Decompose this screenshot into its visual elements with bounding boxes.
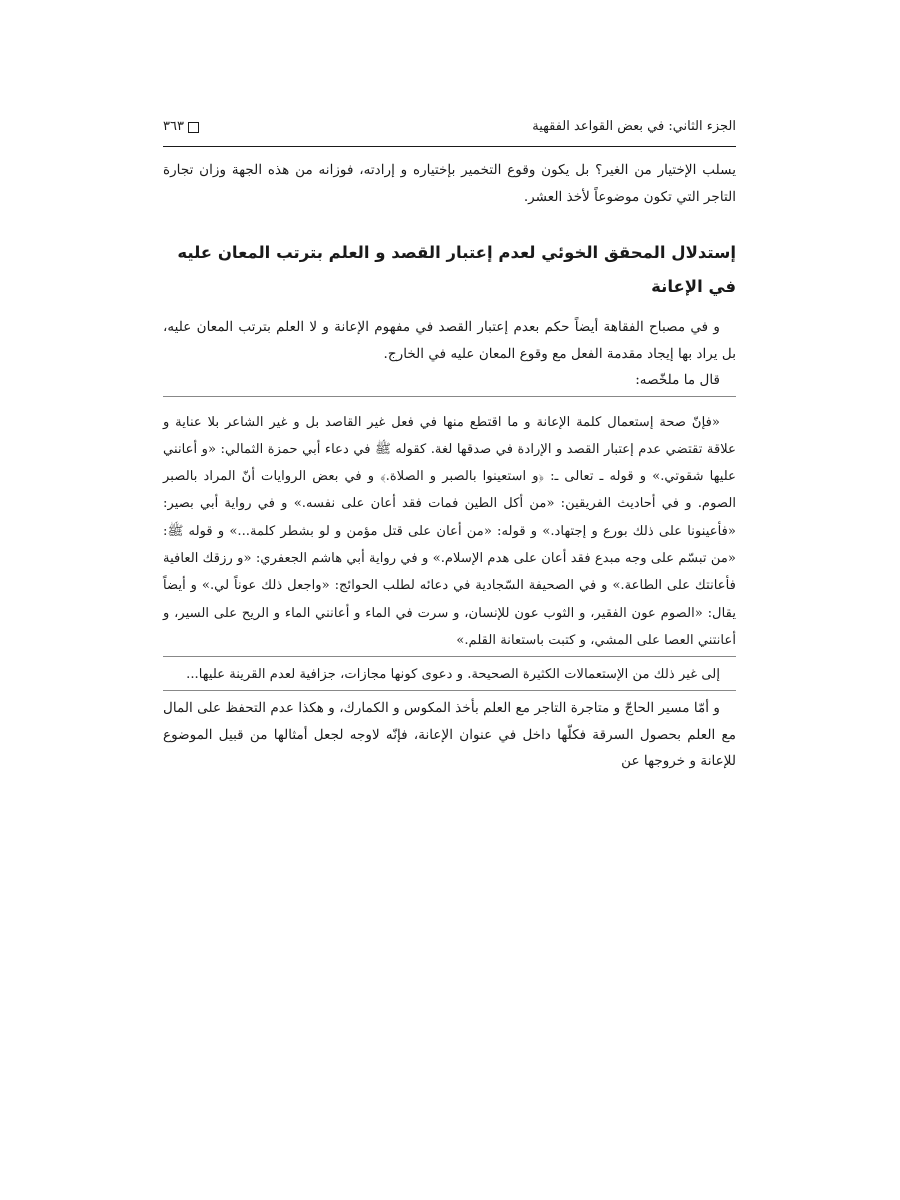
after-quote-block <box>163 661 736 688</box>
book-page <box>163 112 736 775</box>
quotation-paragraph: «فإنّ صحة إستعمال كلمة الإعانة و ما اقتطع منها في فعل غير القاصد بل و غير الشاعر بلا عناية و علاقة تقتضي عدم إعتبار القصد و الإرادة في صدقها لغة. كقوله ﷺ في دعاء أبي حمزة الثمالي: «و أعانني عليها شقوتي.» و قوله ـ تعالى ـ: ﴿و استعينوا بالصبر و الصلاة.﴾ و في بعض الروايات أنّ المراد بالصبر الصوم. و في أحاديث الفريقين: «من أكل الطين فمات فقد أعان على نفسه.» و في رواية أبي بصير: «فأعينونا على ذلك بورع و إجتهاد.» و قوله: «من أعان على قتل مؤمن و لو بشطر كلمة...» و قوله ﷺ: «من تبسّم على وجه مبدع فقد أعان على هدم الإسلام.» و في رواية أبي هاشم الجعفري: «و رزقك العافية فأعانتك على الطاعة.» و في الصحيفة السّجادية في دعائه لطلب الحوائج: «واجعل ذلك عوناً لي.» و أيضاً يقال: «الصوم عون الفقير، و الثوب عون للإنسان، و سرت في الماء و أعانني الماء و الريح على السير، و أعانتني العصا على المشي، و كتبت باستعانة القلم.» <box>163 414 736 648</box>
after-quote-paragraph: إلى غير ذلك من الإستعمالات الكثيرة الصحيحة. و دعوى كونها مجازات، جزافية لعدم القرينة عليها... <box>186 667 720 683</box>
quotation-block <box>163 409 736 655</box>
quote-divider <box>163 396 736 397</box>
square-ornament-icon <box>188 122 199 133</box>
quote-end-divider <box>163 656 736 657</box>
header-page-number <box>163 112 199 142</box>
lead-paragraph: يسلب الإختيار من الغير؟ بل يكون وقوع التخمير بإختياره و إرادته، فوزانه من هذه الجهة وزان تجارة التاجر التي تكون موضوعاً لأخذ العشر. <box>163 162 736 205</box>
intro-paragraph: و في مصباح الفقاهة أيضاً حكم بعدم إعتبار القصد في مفهوم الإعانة و لا العلم بترتب المعان عليه، بل يراد بها إيجاد مقدمة الفعل مع وقوع المعان عليه في الخارج. <box>163 319 736 362</box>
final-paragraph: و أمّا مسير الحاجّ و متاجرة التاجر مع العلم بأخذ المكوس و الكمارك، و هكذا عدم التحفظ على المال مع العلم بحصول السرقة فكلّها داخل في عنوان الإعانة، فإنّه لاوجه لجعل أمثالها من قبيل الموضوع للإعانة و خروجها عن <box>163 700 736 770</box>
header-title: الجزء الثاني: في بعض القواعد الفقهية <box>532 119 736 134</box>
section-heading: إستدلال المحقق الخوئي لعدم إعتبار القصد و العلم بترتب المعان عليه في الإعانة <box>177 243 736 296</box>
running-header <box>163 112 736 142</box>
header-rule <box>163 146 736 147</box>
summary-label: قال ما ملخّصه: <box>635 372 720 388</box>
page-number: ٣٦٣ <box>163 119 184 134</box>
section-divider <box>163 690 736 691</box>
